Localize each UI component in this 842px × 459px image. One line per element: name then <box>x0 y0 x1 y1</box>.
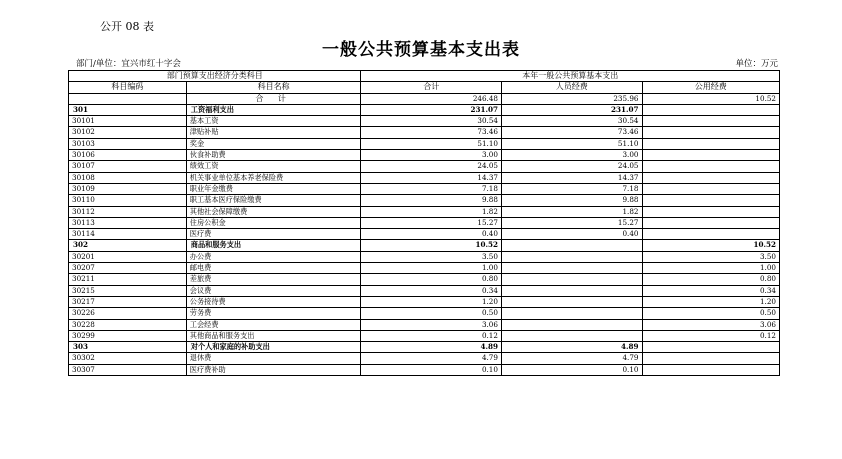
personnel-cell: 30.54 <box>501 116 642 127</box>
subject-code-cell: 30103 <box>69 138 187 149</box>
subject-name-cell: 绩效工资 <box>186 161 361 172</box>
subject-name-cell: 会议费 <box>186 285 361 296</box>
subject-name-cell: 津贴补贴 <box>186 127 361 138</box>
subject-code-cell: 30113 <box>69 217 187 228</box>
group-header-expenditure: 本年一般公共预算基本支出 <box>361 71 780 82</box>
table-row <box>69 150 780 161</box>
subject-name-cell: 工会经费 <box>186 319 361 330</box>
total-cell: 4.89 <box>361 342 502 353</box>
total-row <box>69 93 780 104</box>
total-cell: 0.80 <box>361 274 502 285</box>
personnel-cell: 73.46 <box>501 127 642 138</box>
public-cell <box>642 116 780 127</box>
subject-code-cell: 303 <box>69 342 187 353</box>
personnel-cell: 15.27 <box>501 217 642 228</box>
subject-name-cell: 伙食补助费 <box>186 150 361 161</box>
column-header-name: 科目名称 <box>186 82 361 93</box>
public-cell: 0.34 <box>642 285 780 296</box>
form-number: 公开 08 表 <box>100 20 154 33</box>
table-row <box>69 217 780 228</box>
total-cell: 1.82 <box>361 206 502 217</box>
subject-code-cell: 30106 <box>69 150 187 161</box>
subject-name-cell: 机关事业单位基本养老保险费 <box>186 172 361 183</box>
table-row <box>69 364 780 375</box>
personnel-cell <box>501 285 642 296</box>
total-cell: 1.20 <box>361 296 502 307</box>
column-header-total: 合计 <box>361 82 502 93</box>
public-cell <box>642 138 780 149</box>
public-cell <box>642 217 780 228</box>
total-cell: 51.10 <box>361 138 502 149</box>
table-row <box>69 206 780 217</box>
personnel-cell <box>501 308 642 319</box>
total-cell: 15.27 <box>361 217 502 228</box>
public-cell: 1.20 <box>642 296 780 307</box>
total-cell: 3.50 <box>361 251 502 262</box>
public-cell: 10.52 <box>642 240 780 251</box>
subject-name-cell: 劳务费 <box>186 308 361 319</box>
subject-name-cell: 差旅费 <box>186 274 361 285</box>
personnel-cell: 14.37 <box>501 172 642 183</box>
personnel-cell <box>501 330 642 341</box>
subject-code-cell: 30217 <box>69 296 187 307</box>
personnel-cell <box>501 319 642 330</box>
table-row <box>69 263 780 274</box>
category-row <box>69 104 780 115</box>
subject-code-cell: 30110 <box>69 195 187 206</box>
subject-code-cell: 30299 <box>69 330 187 341</box>
personnel-cell: 1.82 <box>501 206 642 217</box>
budget-expenditure-table <box>68 70 780 376</box>
subject-code-cell: 30211 <box>69 274 187 285</box>
table-row <box>69 330 780 341</box>
subject-name-cell: 医疗费 <box>186 229 361 240</box>
subject-code-cell: 30226 <box>69 308 187 319</box>
group-header-classification: 部门预算支出经济分类科目 <box>69 71 361 82</box>
public-cell <box>642 364 780 375</box>
personnel-cell: 0.40 <box>501 229 642 240</box>
total-cell: 0.10 <box>361 364 502 375</box>
subject-name-cell: 医疗费补助 <box>186 364 361 375</box>
table-row <box>69 285 780 296</box>
subject-name-cell: 住房公积金 <box>186 217 361 228</box>
table-row <box>69 161 780 172</box>
total-cell: 0.50 <box>361 308 502 319</box>
subject-name-cell: 工资福利支出 <box>186 104 361 115</box>
subject-name-cell: 其他商品和服务支出 <box>186 330 361 341</box>
public-cell: 0.80 <box>642 274 780 285</box>
subject-name-cell: 邮电费 <box>186 263 361 274</box>
table-row <box>69 296 780 307</box>
public-cell <box>642 127 780 138</box>
subject-code-cell: 30109 <box>69 183 187 194</box>
public-cell <box>642 229 780 240</box>
personnel-cell: 51.10 <box>501 138 642 149</box>
table-row <box>69 229 780 240</box>
total-cell: 14.37 <box>361 172 502 183</box>
public-cell <box>642 342 780 353</box>
column-header-personnel: 人员经费 <box>501 82 642 93</box>
category-row <box>69 240 780 251</box>
subject-name-cell: 公务接待费 <box>186 296 361 307</box>
public-cell <box>642 150 780 161</box>
subject-code-cell: 30108 <box>69 172 187 183</box>
public-cell <box>642 353 780 364</box>
table-row <box>69 138 780 149</box>
public-cell: 0.50 <box>642 308 780 319</box>
subject-name-cell: 办公费 <box>186 251 361 262</box>
public-cell <box>642 172 780 183</box>
personnel-cell: 0.10 <box>501 364 642 375</box>
department-label: 部门/单位：宜兴市红十字会 <box>76 59 181 69</box>
personnel-cell: 3.00 <box>501 150 642 161</box>
subject-name-cell: 其他社会保障缴费 <box>186 206 361 217</box>
personnel-cell <box>501 251 642 262</box>
total-personnel: 235.96 <box>501 93 642 104</box>
public-cell <box>642 161 780 172</box>
personnel-cell <box>501 296 642 307</box>
total-cell: 1.00 <box>361 263 502 274</box>
personnel-cell <box>501 240 642 251</box>
total-cell: 0.34 <box>361 285 502 296</box>
personnel-cell: 231.07 <box>501 104 642 115</box>
personnel-cell: 9.88 <box>501 195 642 206</box>
table-row <box>69 308 780 319</box>
public-cell <box>642 183 780 194</box>
total-cell: 7.18 <box>361 183 502 194</box>
personnel-cell: 7.18 <box>501 183 642 194</box>
subject-code-cell: 30112 <box>69 206 187 217</box>
public-cell <box>642 206 780 217</box>
subject-name-cell: 退休费 <box>186 353 361 364</box>
total-cell: 3.00 <box>361 150 502 161</box>
subject-code-cell: 30102 <box>69 127 187 138</box>
table-row <box>69 127 780 138</box>
subject-name-cell: 基本工资 <box>186 116 361 127</box>
column-header-public: 公用经费 <box>642 82 780 93</box>
subject-code-cell: 30201 <box>69 251 187 262</box>
subject-code-cell: 30107 <box>69 161 187 172</box>
table-row <box>69 251 780 262</box>
subject-name-cell: 商品和服务支出 <box>186 240 361 251</box>
personnel-cell: 4.79 <box>501 353 642 364</box>
public-cell <box>642 104 780 115</box>
group-header-row <box>69 71 780 82</box>
table-row <box>69 116 780 127</box>
page-title: 一般公共预算基本支出表 <box>322 40 520 60</box>
subject-code-cell: 30207 <box>69 263 187 274</box>
subject-code-cell: 302 <box>69 240 187 251</box>
subject-name-cell: 职工基本医疗保险缴费 <box>186 195 361 206</box>
total-code-cell <box>69 93 187 104</box>
subject-code-cell: 30114 <box>69 229 187 240</box>
total-cell: 10.52 <box>361 240 502 251</box>
total-cell: 9.88 <box>361 195 502 206</box>
total-cell: 0.12 <box>361 330 502 341</box>
table-row <box>69 274 780 285</box>
table-row <box>69 195 780 206</box>
total-label: 合 计 <box>186 93 361 104</box>
personnel-cell: 4.89 <box>501 342 642 353</box>
public-cell: 1.00 <box>642 263 780 274</box>
total-amount: 246.48 <box>361 93 502 104</box>
table-row <box>69 172 780 183</box>
public-cell: 3.06 <box>642 319 780 330</box>
category-row <box>69 342 780 353</box>
subject-code-cell: 30302 <box>69 353 187 364</box>
subject-code-cell: 301 <box>69 104 187 115</box>
subject-name-cell: 职业年金缴费 <box>186 183 361 194</box>
subject-code-cell: 30307 <box>69 364 187 375</box>
subject-name-cell: 奖金 <box>186 138 361 149</box>
subject-name-cell: 对个人和家庭的补助支出 <box>186 342 361 353</box>
total-public: 10.52 <box>642 93 780 104</box>
column-header-code: 科目编码 <box>69 82 187 93</box>
total-cell: 73.46 <box>361 127 502 138</box>
total-cell: 0.40 <box>361 229 502 240</box>
public-cell: 3.50 <box>642 251 780 262</box>
subject-code-cell: 30215 <box>69 285 187 296</box>
total-cell: 4.79 <box>361 353 502 364</box>
table-body <box>69 93 780 375</box>
total-cell: 231.07 <box>361 104 502 115</box>
personnel-cell: 24.05 <box>501 161 642 172</box>
total-cell: 30.54 <box>361 116 502 127</box>
currency-unit-label: 单位：万元 <box>735 59 778 69</box>
personnel-cell <box>501 274 642 285</box>
table-row <box>69 183 780 194</box>
subject-code-cell: 30101 <box>69 116 187 127</box>
table-row <box>69 319 780 330</box>
total-cell: 3.06 <box>361 319 502 330</box>
public-cell <box>642 195 780 206</box>
personnel-cell <box>501 263 642 274</box>
subject-code-cell: 30228 <box>69 319 187 330</box>
total-cell: 24.05 <box>361 161 502 172</box>
table-row <box>69 353 780 364</box>
column-header-row <box>69 82 780 93</box>
public-cell: 0.12 <box>642 330 780 341</box>
